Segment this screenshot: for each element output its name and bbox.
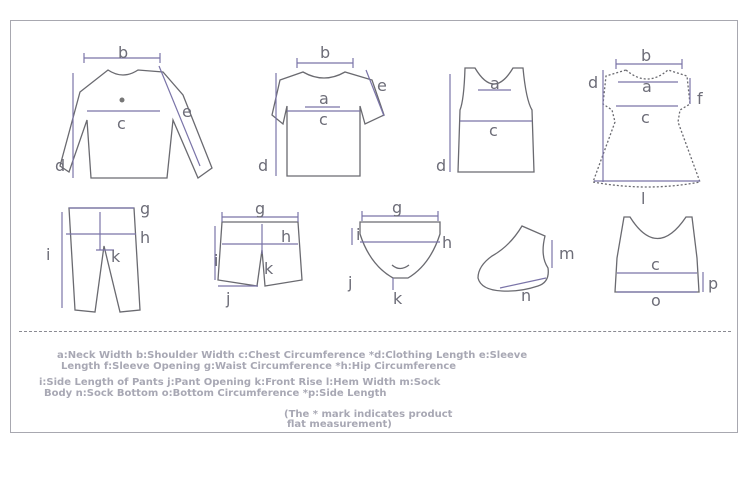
label-i: i — [214, 251, 219, 270]
label-a: a — [642, 77, 652, 96]
legend-line-3: i:Side Length of Pants j:Pant Opening k:Front Rise l:Hem Width m:Sock — [39, 377, 441, 388]
label-c: c — [319, 110, 328, 129]
label-i: i — [356, 225, 361, 244]
label-k: k — [264, 259, 274, 278]
label-o: o — [651, 291, 661, 310]
label-b: b — [320, 43, 331, 62]
label-b: b — [641, 46, 652, 65]
divider-line — [19, 331, 731, 332]
label-n: n — [521, 286, 532, 305]
label-k: k — [393, 289, 403, 308]
label-e: e — [377, 76, 387, 95]
label-i: i — [46, 245, 51, 264]
label-g: g — [392, 198, 403, 217]
label-c: c — [651, 255, 660, 274]
tank-top — [436, 68, 534, 175]
label-k: k — [111, 247, 121, 266]
dress — [588, 46, 703, 208]
long-sleeve-shirt — [55, 43, 212, 178]
label-j: j — [348, 273, 353, 292]
label-a: a — [490, 74, 500, 93]
pants — [46, 199, 150, 312]
label-g: g — [140, 199, 151, 218]
shorts — [214, 199, 302, 308]
label-p: p — [708, 274, 719, 293]
label-b: b — [118, 43, 129, 62]
label-a: a — [319, 89, 329, 108]
label-f: f — [697, 89, 703, 108]
label-h: h — [140, 228, 151, 247]
label-d: d — [436, 156, 447, 175]
briefs — [347, 198, 452, 308]
legend-line-4: Body n:Sock Bottom o:Bottom Circumference *p:Side Length — [44, 388, 387, 399]
label-g: g — [255, 199, 266, 218]
sock — [478, 226, 575, 305]
label-j: j — [226, 289, 231, 308]
label-m: m — [559, 244, 575, 263]
label-d: d — [588, 73, 599, 92]
legend-note-2: flat measurement) — [287, 419, 392, 430]
label-d: d — [55, 156, 66, 175]
t-shirt — [258, 43, 387, 176]
label-c: c — [489, 121, 498, 140]
legend-note-1: (The * mark indicates product — [284, 409, 453, 420]
label-e: e — [182, 102, 192, 121]
label-d: d — [258, 156, 269, 175]
label-c: c — [117, 114, 126, 133]
label-l: l — [641, 189, 646, 208]
label-h: h — [281, 227, 292, 246]
legend-line-2: Length f:Sleeve Opening g:Waist Circumference *h:Hip Circumference — [61, 361, 457, 372]
sports-bra — [615, 217, 718, 310]
label-c: c — [641, 108, 650, 127]
legend-line-1: a:Neck Width b:Shoulder Width c:Chest Circumference *d:Clothing Length e:Sleeve — [57, 350, 528, 361]
label-h: h — [442, 233, 453, 252]
